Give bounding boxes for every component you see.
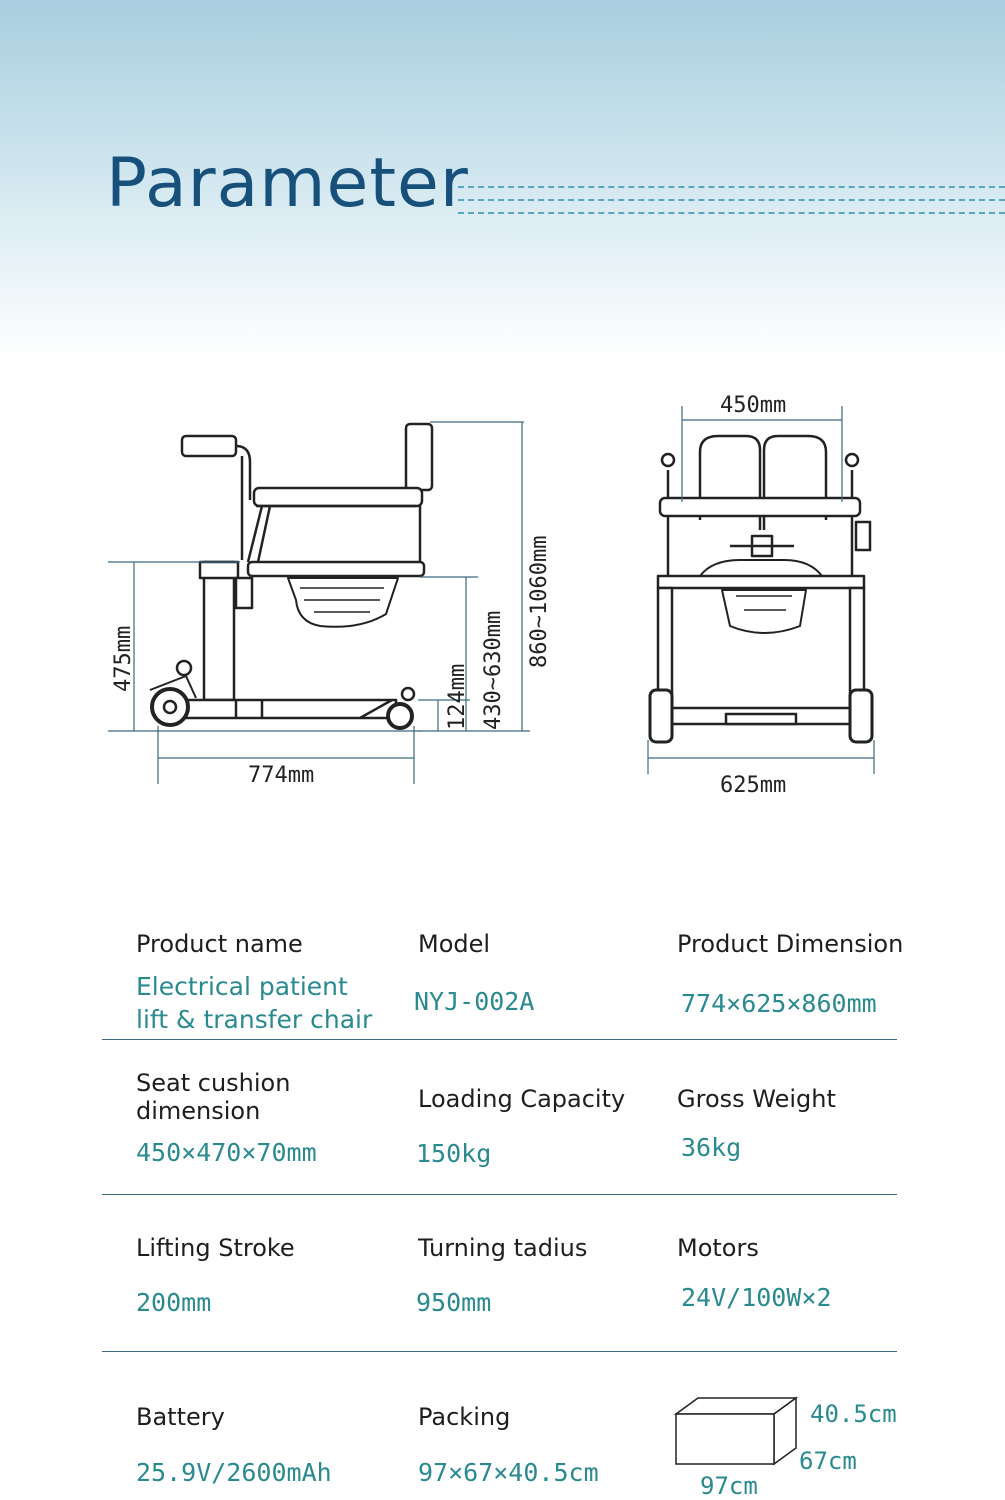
side-seat-height-label: 475mm: [111, 625, 136, 692]
side-base-height-label: 124mm: [445, 663, 470, 730]
title-dashed-rule: [458, 199, 1005, 201]
box-depth-label: 67cm: [799, 1447, 857, 1475]
seat-cushion-label-line2: dimension: [136, 1097, 261, 1125]
side-width-label: 774mm: [248, 763, 315, 788]
motors-value: 24V/100W×2: [681, 1283, 832, 1312]
product-name-value-line1: Electrical patient: [136, 972, 348, 1001]
side-view-chair: [150, 424, 432, 728]
side-seat-range-label: 430~630mm: [481, 610, 506, 730]
lifting-stroke-value: 200mm: [136, 1288, 212, 1317]
row-separator: [102, 1351, 897, 1352]
gross-weight-label: Gross Weight: [677, 1085, 836, 1113]
front-bottom-width-label: 625mm: [720, 773, 787, 798]
product-dimension-label: Product Dimension: [677, 930, 904, 958]
model-value: NYJ-002A: [414, 987, 535, 1016]
side-view-dimension-lines: [108, 422, 530, 784]
seat-cushion-label-line1: Seat cushion: [136, 1069, 291, 1097]
title-dashed-rule: [458, 186, 1005, 188]
title-dashed-rule: [458, 212, 1005, 214]
product-name-value-line2: lift & transfer chair: [136, 1005, 373, 1034]
box-height-label: 40.5cm: [810, 1400, 897, 1428]
battery-label: Battery: [136, 1403, 225, 1431]
front-view-dimension-lines: [648, 406, 874, 774]
product-name-label: Product name: [136, 930, 303, 958]
model-label: Model: [418, 930, 491, 958]
page-title: Parameter: [106, 144, 469, 223]
packing-label: Packing: [418, 1403, 511, 1431]
loading-capacity-label: Loading Capacity: [418, 1085, 626, 1113]
box-width-label: 97cm: [700, 1472, 758, 1500]
front-view-chair: [650, 436, 872, 742]
product-dimension-value: 774×625×860mm: [681, 989, 877, 1018]
battery-value: 25.9V/2600mAh: [136, 1458, 332, 1487]
turning-radius-label: Turning tadius: [418, 1234, 588, 1262]
turning-radius-value: 950mm: [416, 1288, 492, 1317]
packing-box-icon: [676, 1398, 796, 1464]
lifting-stroke-label: Lifting Stroke: [136, 1234, 295, 1262]
motors-label: Motors: [677, 1234, 759, 1262]
side-total-height-label: 860~1060mm: [527, 535, 552, 668]
row-separator: [102, 1194, 897, 1195]
front-top-width-label: 450mm: [720, 393, 787, 418]
seat-cushion-value: 450×470×70mm: [136, 1138, 317, 1167]
loading-capacity-value: 150kg: [416, 1139, 492, 1168]
gross-weight-value: 36kg: [681, 1133, 742, 1162]
packing-value: 97×67×40.5cm: [418, 1458, 599, 1487]
row-separator: [102, 1039, 897, 1040]
